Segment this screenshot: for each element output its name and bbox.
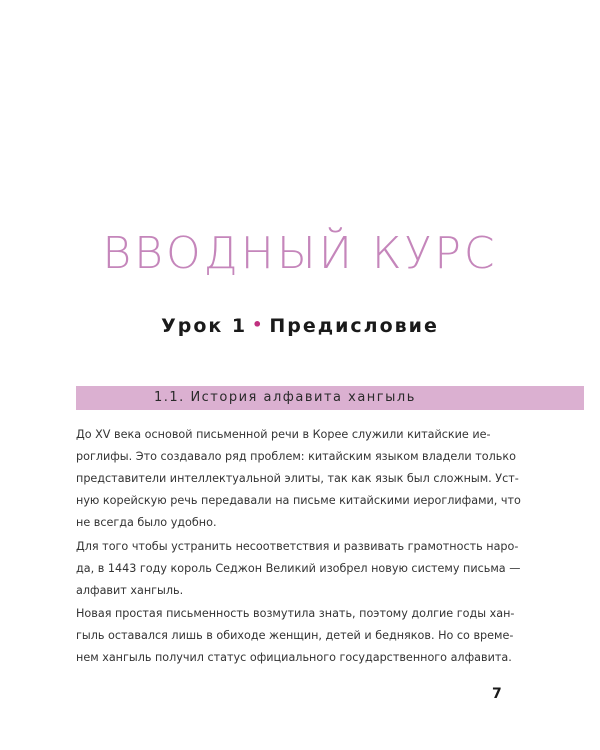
paragraph-line: Новая простая письменность возмутила знать, поэтому долгие годы хан- — [76, 607, 515, 620]
paragraph-line: нем хангыль получил статус официального государственного алфавита. — [76, 651, 512, 664]
paragraph-line: алфавит хангыль. — [76, 584, 184, 597]
paragraph-line: ную корейскую речь передавали на письме китайскими иероглифами, что — [76, 494, 521, 507]
paragraph-line: не всегда было удобно. — [76, 516, 217, 529]
paragraph-line: гыль оставался лишь в обиходе женщин, детей и бедняков. Но со време- — [76, 629, 514, 642]
lesson-heading — [0, 312, 600, 341]
lesson-name: Предисловие — [269, 315, 439, 337]
paragraph-1 — [76, 424, 524, 534]
lesson-label: Урок 1 — [161, 315, 248, 337]
section-header-bar — [76, 386, 584, 410]
section-title: 1.1. История алфавита хангыль — [154, 390, 416, 405]
paragraph-2 — [76, 536, 524, 602]
paragraph-line: представители интеллектуальной элиты, так как язык был сложным. Уст- — [76, 472, 519, 485]
bullet-separator: • — [252, 315, 265, 334]
paragraph-line: роглифы. Это создавало ряд проблем: китайским языком владели только — [76, 450, 516, 463]
page-number: 7 — [492, 686, 502, 702]
paragraph-line: До XV века основой письменной речи в Корее служили китайские ие- — [76, 428, 491, 441]
paragraph-line: да, в 1443 году король Седжон Великий изобрел новую систему письма — — [76, 562, 521, 575]
course-title: ВВОДНЫЙ КУРС — [102, 228, 498, 279]
paragraph-line: Для того чтобы устранить несоответствия и развивать грамотность наро- — [76, 540, 519, 553]
paragraph-3 — [76, 603, 524, 669]
